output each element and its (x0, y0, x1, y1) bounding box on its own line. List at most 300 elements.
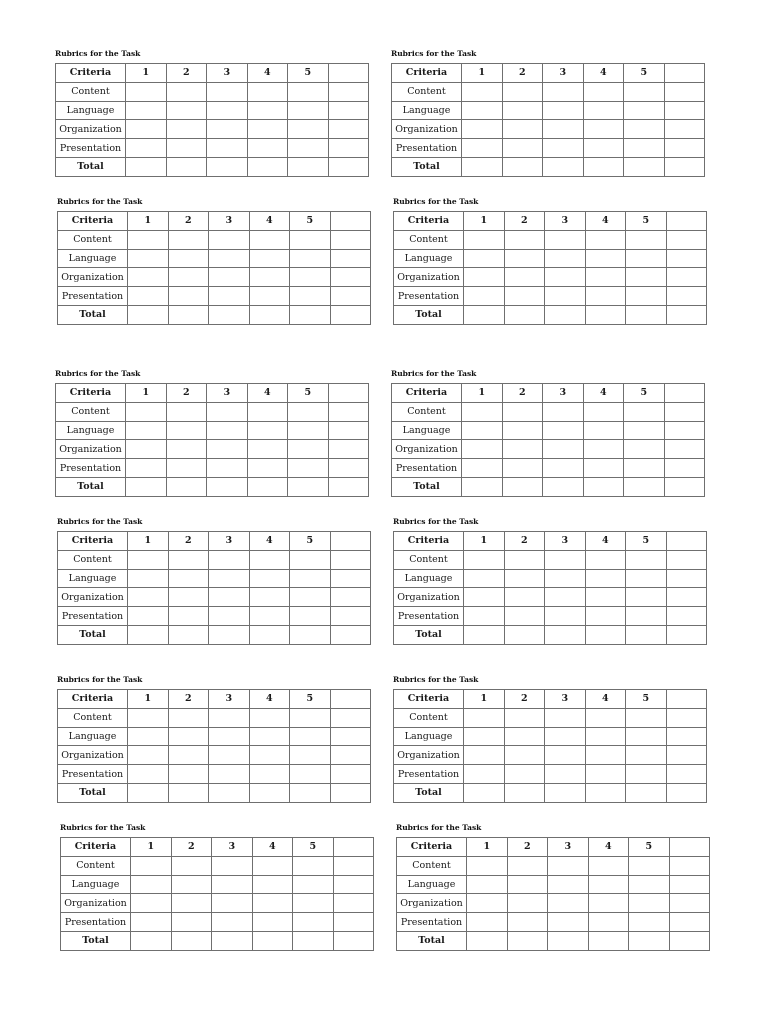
rubric-table (396, 837, 710, 951)
score-cell (464, 569, 505, 588)
score-cell (126, 120, 167, 139)
score-cell (548, 931, 589, 950)
score-cell (166, 440, 207, 459)
criterion-label: Language (58, 727, 128, 746)
score-cell (168, 607, 209, 626)
score-header-4: 4 (249, 212, 290, 231)
score-cell (247, 139, 288, 158)
score-cell (502, 82, 543, 101)
score-cell (626, 765, 667, 784)
score-cell (467, 875, 508, 894)
total-label: Total (394, 305, 464, 324)
score-cell (666, 230, 707, 249)
score-cell (128, 305, 169, 324)
score-cell (545, 607, 586, 626)
score-cell (666, 746, 707, 765)
score-cell (288, 157, 329, 176)
score-cell (168, 249, 209, 268)
table-row (56, 139, 369, 158)
score-cell (626, 708, 667, 727)
score-header-2: 2 (507, 838, 548, 857)
score-cell (583, 402, 624, 421)
score-cell (328, 402, 369, 421)
score-cell (166, 120, 207, 139)
score-cell (669, 913, 710, 932)
score-cell (624, 402, 665, 421)
score-cell (330, 765, 371, 784)
score-cell (293, 931, 334, 950)
total-row (58, 625, 371, 644)
score-cell (249, 268, 290, 287)
blank-header (669, 838, 710, 857)
criterion-label: Presentation (394, 607, 464, 626)
rubric-table (393, 531, 707, 645)
score-cell (629, 875, 670, 894)
score-cell (166, 402, 207, 421)
score-cell (504, 746, 545, 765)
score-cell (207, 120, 248, 139)
criteria-header: Criteria (394, 690, 464, 709)
score-cell (464, 249, 505, 268)
blank-header (330, 212, 371, 231)
score-cell (126, 440, 167, 459)
score-cell (543, 139, 584, 158)
criterion-label: Presentation (58, 287, 128, 306)
table-row (394, 569, 707, 588)
score-cell (126, 402, 167, 421)
score-cell (209, 305, 250, 324)
score-cell (624, 477, 665, 496)
blank-header (328, 64, 369, 83)
score-cell (249, 305, 290, 324)
score-cell (664, 157, 705, 176)
criterion-label: Organization (394, 588, 464, 607)
table-row (394, 268, 707, 287)
table-row (56, 440, 369, 459)
score-cell (464, 783, 505, 802)
score-cell (168, 550, 209, 569)
score-header-3: 3 (207, 64, 248, 83)
total-row (397, 931, 710, 950)
score-cell (126, 157, 167, 176)
score-header-4: 4 (249, 532, 290, 551)
score-cell (467, 931, 508, 950)
score-header-3: 3 (545, 212, 586, 231)
score-cell (330, 569, 371, 588)
score-cell (504, 569, 545, 588)
score-cell (126, 459, 167, 478)
score-cell (583, 139, 624, 158)
score-cell (290, 783, 331, 802)
criteria-header: Criteria (56, 384, 126, 403)
table-row (58, 230, 371, 249)
rubric-block (57, 675, 370, 803)
criterion-label: Content (392, 402, 462, 421)
score-cell (464, 550, 505, 569)
score-cell (209, 550, 250, 569)
score-cell (626, 287, 667, 306)
score-cell (543, 402, 584, 421)
criterion-label: Content (58, 550, 128, 569)
score-cell (333, 856, 374, 875)
score-cell (545, 569, 586, 588)
score-cell (328, 157, 369, 176)
criterion-label: Language (394, 249, 464, 268)
score-cell (585, 230, 626, 249)
score-header-4: 4 (583, 64, 624, 83)
score-cell (249, 765, 290, 784)
score-cell (464, 746, 505, 765)
score-cell (669, 894, 710, 913)
score-header-4: 4 (588, 838, 629, 857)
score-header-2: 2 (504, 212, 545, 231)
score-header-1: 1 (131, 838, 172, 857)
score-cell (666, 550, 707, 569)
score-cell (545, 287, 586, 306)
score-cell (330, 727, 371, 746)
score-header-4: 4 (249, 690, 290, 709)
rubric-title: Rubrics for the Task (57, 517, 143, 526)
score-cell (583, 477, 624, 496)
score-cell (249, 607, 290, 626)
criterion-label: Language (392, 421, 462, 440)
score-cell (209, 230, 250, 249)
header-row (58, 532, 371, 551)
header-row (392, 64, 705, 83)
table-row (394, 727, 707, 746)
table-row (394, 550, 707, 569)
score-cell (664, 459, 705, 478)
score-cell (209, 727, 250, 746)
score-header-5: 5 (624, 64, 665, 83)
score-header-5: 5 (290, 532, 331, 551)
table-row (56, 120, 369, 139)
total-label: Total (61, 931, 131, 950)
score-cell (128, 783, 169, 802)
score-cell (330, 268, 371, 287)
score-cell (209, 268, 250, 287)
score-header-4: 4 (252, 838, 293, 857)
score-cell (247, 101, 288, 120)
score-cell (624, 421, 665, 440)
table-row (56, 101, 369, 120)
score-cell (583, 157, 624, 176)
rubric-block (55, 49, 368, 177)
score-header-2: 2 (504, 532, 545, 551)
total-label: Total (397, 931, 467, 950)
criterion-label: Organization (58, 268, 128, 287)
criterion-label: Organization (61, 894, 131, 913)
header-row (56, 64, 369, 83)
score-cell (212, 856, 253, 875)
criterion-label: Content (56, 402, 126, 421)
score-header-5: 5 (290, 212, 331, 231)
score-cell (507, 894, 548, 913)
criterion-label: Organization (394, 268, 464, 287)
score-cell (666, 268, 707, 287)
criteria-header: Criteria (392, 64, 462, 83)
rubric-block (396, 823, 709, 951)
score-header-1: 1 (464, 532, 505, 551)
total-row (392, 477, 705, 496)
score-header-3: 3 (543, 384, 584, 403)
score-cell (252, 931, 293, 950)
table-row (58, 268, 371, 287)
score-cell (545, 305, 586, 324)
score-cell (464, 588, 505, 607)
criteria-header: Criteria (56, 64, 126, 83)
score-cell (288, 82, 329, 101)
rubric-table (60, 837, 374, 951)
rubric-title: Rubrics for the Task (57, 197, 143, 206)
score-cell (548, 913, 589, 932)
score-cell (504, 249, 545, 268)
score-cell (464, 727, 505, 746)
header-row (392, 384, 705, 403)
rubric-table (57, 211, 371, 325)
score-cell (588, 875, 629, 894)
score-cell (507, 913, 548, 932)
criterion-label: Organization (394, 746, 464, 765)
score-cell (166, 421, 207, 440)
total-row (61, 931, 374, 950)
total-label: Total (394, 625, 464, 644)
score-cell (249, 287, 290, 306)
score-cell (462, 402, 503, 421)
score-cell (666, 727, 707, 746)
total-label: Total (58, 783, 128, 802)
score-cell (588, 856, 629, 875)
score-cell (128, 249, 169, 268)
score-cell (502, 459, 543, 478)
score-cell (328, 82, 369, 101)
rubric-table (57, 689, 371, 803)
score-cell (328, 421, 369, 440)
criterion-label: Organization (56, 440, 126, 459)
score-cell (247, 440, 288, 459)
score-cell (462, 459, 503, 478)
score-cell (290, 625, 331, 644)
rubric-title: Rubrics for the Task (393, 675, 479, 684)
score-cell (330, 249, 371, 268)
score-cell (548, 875, 589, 894)
score-cell (669, 856, 710, 875)
header-row (61, 838, 374, 857)
rubric-table (391, 383, 705, 497)
score-cell (585, 569, 626, 588)
score-cell (464, 708, 505, 727)
score-cell (207, 101, 248, 120)
score-cell (583, 120, 624, 139)
score-cell (669, 875, 710, 894)
score-cell (543, 421, 584, 440)
score-cell (247, 421, 288, 440)
score-header-5: 5 (626, 690, 667, 709)
criterion-label: Presentation (394, 287, 464, 306)
score-cell (504, 588, 545, 607)
table-row (394, 230, 707, 249)
total-label: Total (394, 783, 464, 802)
table-row (58, 588, 371, 607)
score-cell (131, 856, 172, 875)
score-cell (330, 783, 371, 802)
score-cell (249, 569, 290, 588)
score-cell (666, 588, 707, 607)
score-cell (128, 708, 169, 727)
table-row (58, 249, 371, 268)
score-cell (128, 607, 169, 626)
score-cell (543, 477, 584, 496)
score-cell (128, 625, 169, 644)
score-cell (545, 588, 586, 607)
rubric-title: Rubrics for the Task (396, 823, 482, 832)
score-header-3: 3 (545, 532, 586, 551)
score-cell (290, 708, 331, 727)
table-row (58, 765, 371, 784)
score-cell (502, 139, 543, 158)
table-row (58, 746, 371, 765)
score-cell (168, 783, 209, 802)
score-cell (207, 157, 248, 176)
score-cell (624, 82, 665, 101)
score-header-2: 2 (504, 690, 545, 709)
score-cell (290, 588, 331, 607)
table-row (58, 708, 371, 727)
score-cell (629, 856, 670, 875)
score-cell (462, 139, 503, 158)
score-header-5: 5 (629, 838, 670, 857)
criterion-label: Presentation (58, 765, 128, 784)
score-header-5: 5 (288, 64, 329, 83)
score-cell (293, 875, 334, 894)
score-cell (290, 249, 331, 268)
score-cell (548, 856, 589, 875)
score-cell (126, 421, 167, 440)
table-row (394, 746, 707, 765)
criterion-label: Language (397, 875, 467, 894)
score-cell (330, 287, 371, 306)
score-header-1: 1 (126, 64, 167, 83)
score-cell (666, 783, 707, 802)
table-row (61, 856, 374, 875)
criterion-label: Language (56, 421, 126, 440)
score-cell (462, 440, 503, 459)
score-cell (290, 287, 331, 306)
score-cell (328, 440, 369, 459)
score-cell (290, 765, 331, 784)
score-cell (252, 913, 293, 932)
score-cell (290, 746, 331, 765)
score-cell (585, 305, 626, 324)
total-label: Total (392, 157, 462, 176)
header-row (56, 384, 369, 403)
score-cell (166, 101, 207, 120)
score-cell (504, 708, 545, 727)
score-cell (330, 746, 371, 765)
score-header-4: 4 (585, 532, 626, 551)
score-cell (207, 139, 248, 158)
table-row (397, 913, 710, 932)
score-cell (209, 588, 250, 607)
score-cell (131, 894, 172, 913)
score-cell (328, 120, 369, 139)
header-row (58, 212, 371, 231)
score-cell (247, 82, 288, 101)
score-cell (333, 931, 374, 950)
score-cell (212, 931, 253, 950)
score-cell (666, 625, 707, 644)
score-cell (464, 607, 505, 626)
score-cell (247, 157, 288, 176)
criterion-label: Organization (58, 588, 128, 607)
table-row (61, 894, 374, 913)
score-cell (209, 783, 250, 802)
score-cell (504, 783, 545, 802)
total-label: Total (392, 477, 462, 496)
rubric-title: Rubrics for the Task (55, 49, 141, 58)
score-cell (168, 287, 209, 306)
score-cell (126, 477, 167, 496)
score-cell (462, 120, 503, 139)
score-header-2: 2 (502, 384, 543, 403)
score-cell (462, 101, 503, 120)
rubric-table (393, 211, 707, 325)
score-header-3: 3 (209, 532, 250, 551)
score-cell (585, 249, 626, 268)
rubric-title: Rubrics for the Task (393, 517, 479, 526)
score-cell (249, 746, 290, 765)
score-header-4: 4 (585, 690, 626, 709)
score-cell (545, 249, 586, 268)
criterion-label: Presentation (394, 765, 464, 784)
score-header-2: 2 (168, 532, 209, 551)
score-cell (249, 550, 290, 569)
criteria-header: Criteria (58, 690, 128, 709)
score-cell (626, 607, 667, 626)
score-cell (543, 440, 584, 459)
criterion-label: Content (61, 856, 131, 875)
score-cell (543, 459, 584, 478)
score-cell (128, 569, 169, 588)
score-cell (464, 268, 505, 287)
score-cell (126, 139, 167, 158)
total-row (394, 305, 707, 324)
score-cell (247, 459, 288, 478)
score-cell (333, 894, 374, 913)
total-label: Total (58, 625, 128, 644)
score-cell (128, 268, 169, 287)
score-cell (624, 440, 665, 459)
rubric-table (57, 531, 371, 645)
criteria-header: Criteria (58, 212, 128, 231)
score-cell (545, 230, 586, 249)
criterion-label: Language (58, 249, 128, 268)
score-cell (464, 625, 505, 644)
table-row (58, 287, 371, 306)
criterion-label: Presentation (56, 139, 126, 158)
score-cell (507, 856, 548, 875)
criterion-label: Content (394, 550, 464, 569)
rubric-title: Rubrics for the Task (60, 823, 146, 832)
blank-header (666, 212, 707, 231)
score-cell (504, 287, 545, 306)
score-header-5: 5 (290, 690, 331, 709)
score-cell (128, 230, 169, 249)
score-cell (207, 421, 248, 440)
header-row (58, 690, 371, 709)
blank-header (666, 532, 707, 551)
score-cell (288, 440, 329, 459)
